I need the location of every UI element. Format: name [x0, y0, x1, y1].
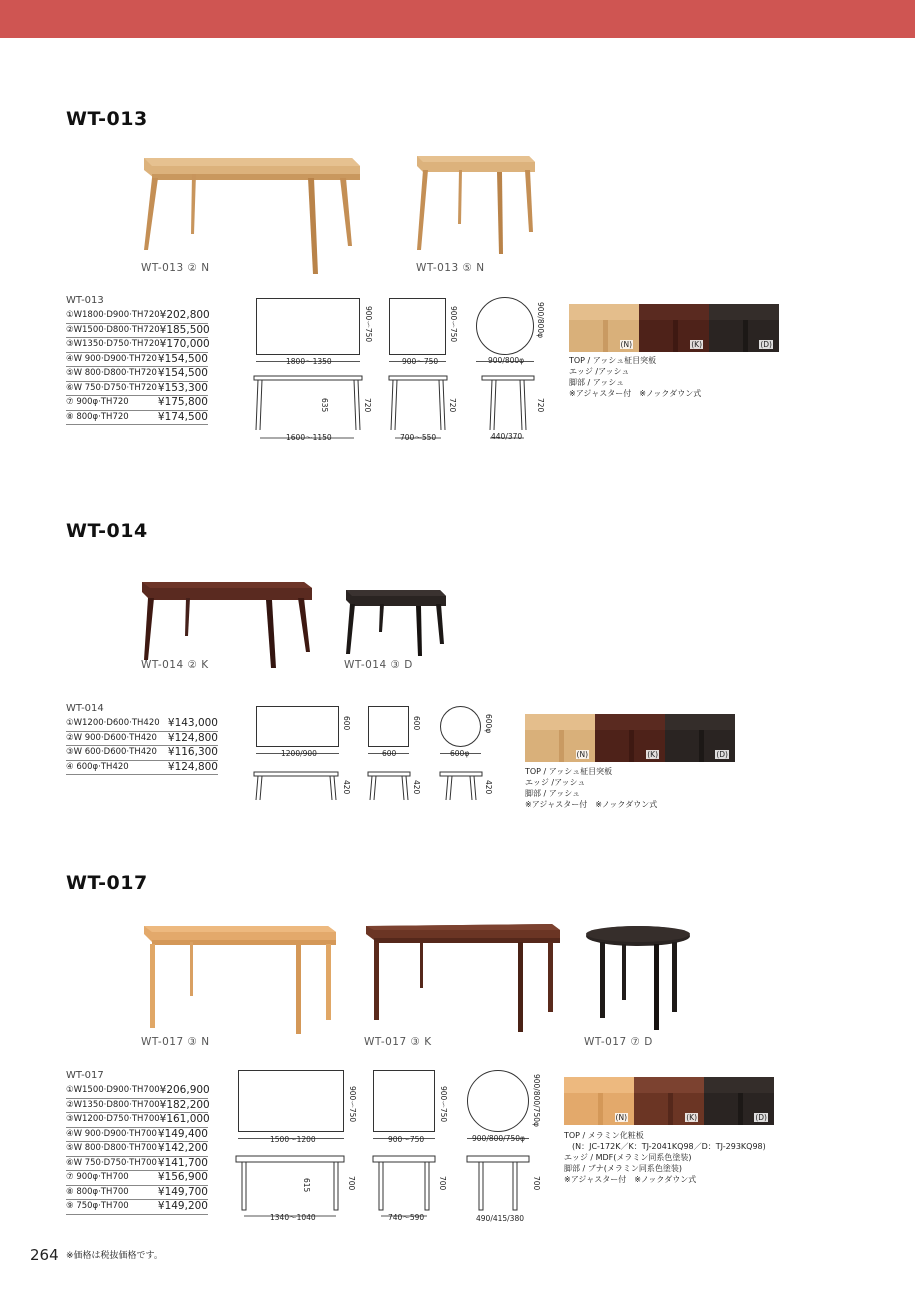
- size-label: ⑨ 750φ·TH700: [66, 1201, 129, 1211]
- price-list-header: WT-017: [66, 1070, 104, 1081]
- price: ¥153,300: [157, 381, 208, 394]
- dim-width: 1800〜1350: [286, 357, 332, 366]
- size-label: ③W 600·D600·TH420: [66, 747, 157, 757]
- size-label: ⑤W 800·D800·TH720: [66, 368, 157, 378]
- color-swatches: [564, 1077, 774, 1125]
- swatch-brown: [634, 1077, 704, 1125]
- spec-line: TOP / メラミン化粧板: [564, 1131, 644, 1140]
- swatch-natural: [525, 714, 595, 762]
- swatch-natural: [564, 1077, 634, 1125]
- price-row: [66, 353, 208, 368]
- section-title-wt014: WT-014: [66, 520, 148, 542]
- dim-width: 1340〜1040: [270, 1213, 316, 1222]
- dim-depth: 900〜750: [449, 306, 458, 343]
- price: ¥182,200: [159, 1098, 210, 1111]
- size-label: ①W1500·D900·TH700: [66, 1085, 160, 1095]
- swatch-label: (K): [686, 1113, 697, 1122]
- swatch-label: (K): [647, 750, 658, 759]
- size-label: ④ 600φ·TH420: [66, 761, 129, 772]
- price: ¥149,200: [157, 1200, 208, 1212]
- price: ¥174,500: [157, 410, 208, 423]
- price-row: [66, 746, 218, 761]
- size-label: ⑧ 800φ·TH700: [66, 1186, 129, 1197]
- swatch-brown: [639, 304, 709, 352]
- size-label: ③W1200·D750·TH700: [66, 1114, 160, 1124]
- price: ¥116,300: [167, 746, 218, 758]
- page-number: 264: [30, 1246, 59, 1264]
- price-row: [66, 1128, 208, 1143]
- size-label: ⑥W 750·D750·TH700: [66, 1157, 157, 1168]
- photo-caption: WT-014 ② K: [141, 659, 209, 671]
- dim-depth: 600φ: [484, 714, 493, 734]
- dim-depth: 900〜750: [348, 1086, 357, 1123]
- spec-line: エッジ /アッシュ: [569, 367, 630, 376]
- dim-height: 720: [363, 398, 372, 413]
- dim-height: 420: [342, 780, 351, 795]
- dim-height: 720: [448, 398, 457, 413]
- size-label: ⑦ 900φ·TH720: [66, 397, 129, 407]
- size-label: ⑦ 900φ·TH700: [66, 1172, 129, 1182]
- section-title-wt017: WT-017: [66, 872, 148, 894]
- price-row: [66, 717, 218, 732]
- price: ¥143,000: [167, 717, 218, 729]
- price: ¥141,700: [157, 1156, 208, 1169]
- swatch-label: (N): [620, 340, 632, 349]
- price: ¥206,900: [159, 1084, 210, 1096]
- photo-caption: WT-017 ③ K: [364, 1036, 432, 1048]
- spec-line: ※アジャスター付 ※ノックダウン式: [569, 389, 702, 398]
- swatch-dark: [704, 1077, 774, 1125]
- color-swatches: [569, 304, 779, 352]
- price: ¥170,000: [159, 338, 210, 350]
- plan-rect: [256, 706, 339, 747]
- price-row: [66, 1099, 208, 1114]
- wt013-table-photo-small: [415, 150, 539, 258]
- dim-height: 700: [438, 1176, 447, 1191]
- price-list-header: WT-014: [66, 703, 104, 714]
- spec-text: [525, 766, 657, 810]
- spec-line: 脚部 / アッシュ: [525, 789, 581, 798]
- price: ¥124,800: [167, 760, 218, 773]
- size-label: ①W1200·D600·TH420: [66, 718, 160, 728]
- price: ¥142,200: [157, 1142, 208, 1154]
- dim-height: 720: [536, 398, 545, 413]
- price-row: [66, 1186, 208, 1201]
- price-list: [66, 295, 208, 425]
- dim-height: 420: [484, 780, 493, 795]
- spec-text: [564, 1130, 766, 1185]
- price-row: [66, 382, 208, 397]
- price: ¥175,800: [157, 396, 208, 408]
- dim-width: 700〜550: [400, 433, 437, 442]
- price-list: [66, 703, 218, 775]
- photo-caption: WT-013 ② N: [141, 262, 210, 274]
- size-label: ②W1500·D800·TH720: [66, 324, 160, 335]
- wt014-table-photo-small: [344, 584, 450, 658]
- price: ¥149,400: [157, 1127, 208, 1140]
- dim-depth: 600: [412, 716, 421, 731]
- swatch-natural: [569, 304, 639, 352]
- spec-line: エッジ / MDF(メラミン同系色塗装): [564, 1153, 692, 1162]
- swatch-label: (D): [716, 750, 728, 759]
- header-bar: [0, 0, 915, 38]
- dim-width: 1500〜1200: [270, 1135, 316, 1144]
- color-swatches: [525, 714, 735, 762]
- size-label: ①W1800·D900·TH720: [66, 310, 160, 320]
- price: ¥185,500: [159, 323, 210, 336]
- dim-depth: 600: [342, 716, 351, 731]
- plan-rect: [256, 298, 360, 355]
- price-row: [66, 1200, 208, 1215]
- photo-caption: WT-017 ⑦ D: [584, 1036, 653, 1048]
- swatch-dark: [665, 714, 735, 762]
- price: ¥156,900: [157, 1171, 208, 1183]
- dim-width: 900〜750: [388, 1135, 425, 1144]
- size-label: ③W1350·D750·TH720: [66, 339, 160, 349]
- swatch-label: (D): [755, 1113, 767, 1122]
- wt014-table-photo-large: [140, 576, 315, 668]
- dim-depth: 900/800/750φ: [532, 1074, 541, 1127]
- plan-rect: [238, 1070, 344, 1132]
- dim-height: 700: [532, 1176, 541, 1191]
- dim-inner-height: 615: [302, 1178, 311, 1193]
- plan-square: [368, 706, 409, 747]
- dim-width: 900/800φ: [488, 356, 525, 365]
- dim-depth: 900〜750: [364, 306, 373, 343]
- size-label: ⑤W 800·D800·TH700: [66, 1143, 157, 1153]
- dim-width: 600: [382, 749, 397, 758]
- price-row: [66, 324, 208, 339]
- dim-width: 740〜590: [388, 1213, 425, 1222]
- swatch-label: (D): [760, 340, 772, 349]
- price-row: [66, 1171, 208, 1186]
- dim-inner-height: 635: [320, 398, 329, 413]
- size-label: ②W 900·D600·TH420: [66, 732, 157, 743]
- wt013-table-photo-large: [140, 150, 362, 278]
- spec-line: ※アジャスター付 ※ノックダウン式: [525, 800, 658, 809]
- dim-height: 420: [412, 780, 421, 795]
- spec-line: (N：JC-172K／K：TJ-2041KQ98／D：TJ-293KQ98): [564, 1142, 766, 1151]
- section-title-wt013: WT-013: [66, 108, 148, 130]
- spec-line: ※アジャスター付 ※ノックダウン式: [564, 1175, 697, 1184]
- swatch-label: (N): [576, 750, 588, 759]
- dim-width: 1600〜1150: [286, 433, 332, 442]
- price: ¥154,500: [157, 367, 208, 379]
- dim-width: 600φ: [450, 749, 470, 758]
- swatch-label: (N): [615, 1113, 627, 1122]
- price-list-header: WT-013: [66, 295, 104, 306]
- price: ¥161,000: [159, 1113, 210, 1125]
- price: ¥202,800: [159, 309, 210, 321]
- size-label: ⑧ 800φ·TH720: [66, 411, 129, 422]
- photo-caption: WT-017 ③ N: [141, 1036, 210, 1048]
- spec-text: [569, 355, 701, 399]
- price-row: [66, 732, 218, 747]
- elevation-square: [368, 772, 414, 806]
- elevation-rect: [254, 772, 342, 806]
- price: ¥154,500: [157, 352, 208, 365]
- dim-height: 700: [347, 1176, 356, 1191]
- footnote: ※価格は税抜価格です。: [66, 1251, 163, 1261]
- swatch-dark: [709, 304, 779, 352]
- spec-line: 脚部 / アッシュ: [569, 378, 625, 387]
- price-row: [66, 396, 208, 411]
- spec-line: エッジ /アッシュ: [525, 778, 586, 787]
- price-row: [66, 1084, 208, 1099]
- price-row: [66, 1142, 208, 1157]
- plan-square: [373, 1070, 435, 1132]
- size-label: ④W 900·D900·TH720: [66, 353, 157, 364]
- elevation-round: [467, 1156, 533, 1222]
- plan-round: [467, 1070, 529, 1132]
- spec-line: 脚部 / ブナ(メラミン同系色塗装): [564, 1164, 683, 1173]
- wt017-table-photo-walnut: [364, 916, 562, 1034]
- wt017-table-photo-round: [584, 924, 694, 1034]
- dim-width: 1200/900: [281, 749, 317, 758]
- dim-depth: 900〜750: [439, 1086, 448, 1123]
- plan-round: [440, 706, 481, 747]
- dim-depth: 900/800φ: [536, 302, 545, 339]
- swatch-label: (K): [691, 340, 702, 349]
- size-label: ②W1350·D800·TH700: [66, 1099, 160, 1110]
- plan-round: [476, 297, 534, 355]
- swatch-brown: [595, 714, 665, 762]
- photo-caption: WT-014 ③ D: [344, 659, 413, 671]
- price-row: [66, 761, 218, 776]
- spec-line: TOP / アッシュ柾目突板: [569, 356, 657, 365]
- price-row: [66, 309, 208, 324]
- price-row: [66, 1113, 208, 1128]
- dim-width: 900/800/750φ: [472, 1134, 525, 1143]
- wt017-table-photo-beech: [142, 918, 338, 1034]
- price-row: [66, 1157, 208, 1172]
- photo-caption: WT-013 ⑤ N: [416, 262, 485, 274]
- dim-width: 440/370: [491, 432, 523, 441]
- dim-width: 490/415/380: [476, 1214, 524, 1223]
- price-row: [66, 338, 208, 353]
- price-list: [66, 1070, 208, 1215]
- size-label: ⑥W 750·D750·TH720: [66, 382, 157, 393]
- dim-width: 900〜750: [402, 357, 439, 366]
- spec-line: TOP / アッシュ柾目突板: [525, 767, 613, 776]
- size-label: ④W 900·D900·TH700: [66, 1128, 157, 1139]
- price-row: [66, 411, 208, 426]
- price: ¥149,700: [157, 1185, 208, 1198]
- price-row: [66, 367, 208, 382]
- plan-square: [389, 298, 446, 355]
- elevation-round: [440, 772, 486, 806]
- price: ¥124,800: [167, 731, 218, 744]
